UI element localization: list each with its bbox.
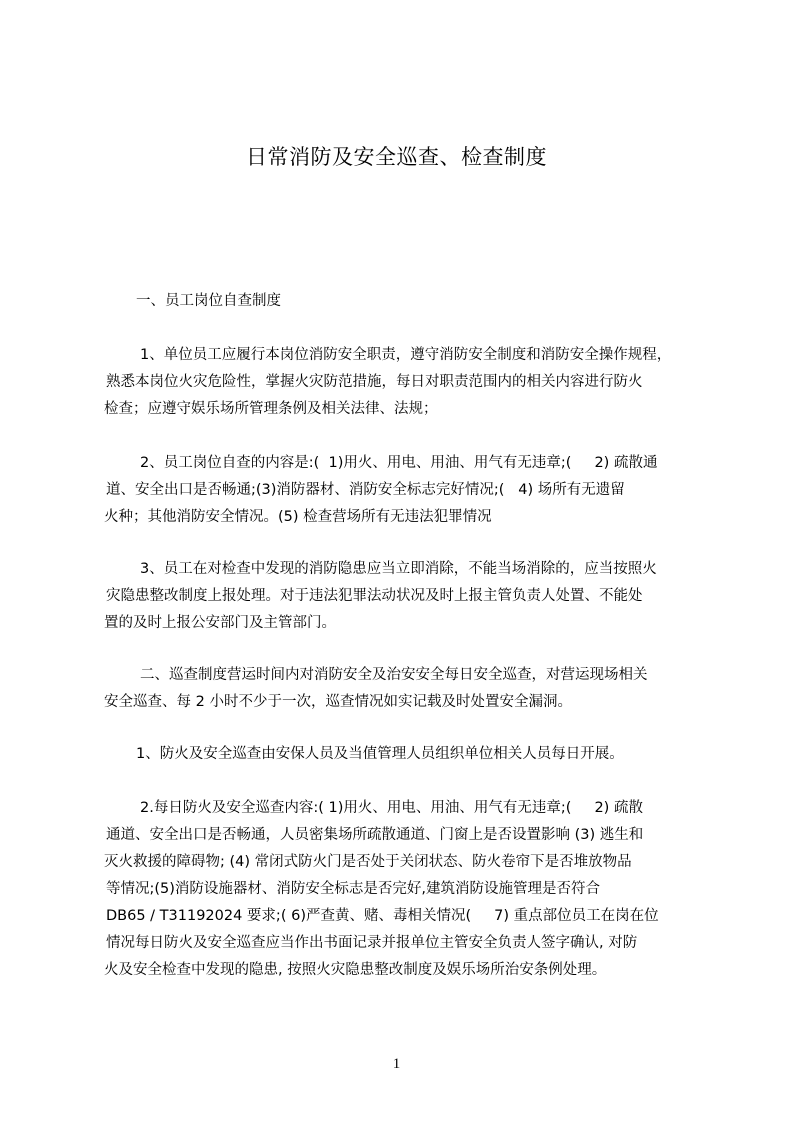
text-line: 二、巡查制度营运时间内对消防安全及治安安全每日安全巡查，对营运现场相关 <box>140 667 648 683</box>
text-line: 1、防火及安全巡查由安保人员及当值管理人员组织单位相关人员每日开展。 <box>136 746 624 762</box>
page-number: 1 <box>392 1056 401 1072</box>
text-line: 检查；应遵守娱乐场所管理条例及相关法律、法规； <box>104 401 438 417</box>
text-line: 情况每日防火及安全巡查应当作出书面记录并报单位主管安全负责人签字确认, 对防 <box>106 935 638 951</box>
text-line: 道、安全出口是否畅通;(3)消防器材、消防安全标志完好情况;( 4) 场所有无遗留 <box>106 482 625 498</box>
text-line: 2、员工岗位自查的内容是:( 1)用火、用电、用油、用气有无违章;( 2) 疏散通 <box>140 455 658 471</box>
section-1-heading: 一、员工岗位自查制度 <box>136 293 281 309</box>
text-line: 置的及时上报公安部门及主管部门。 <box>104 615 336 631</box>
text-line: 灭火救援的障碍物; (4) 常闭式防火门是否处于关闭状态、防火卷帘下是否堆放物品 <box>104 854 632 870</box>
text-line: 火及安全检查中发现的隐患, 按照火灾隐患整改制度及娱乐场所治安条例处理。 <box>104 962 607 978</box>
text-line: 1、单位员工应履行本岗位消防安全职责，遵守消防安全制度和消防安全操作规程， <box>140 347 672 363</box>
text-line: 火种；其他消防安全情况。(5) 检查营场所有无违法犯罪情况 <box>104 509 492 525</box>
text-line: 等情况;(5)消防设施器材、消防安全标志是否完好,建筑消防设施管理是否符合 <box>106 881 601 897</box>
text-line: 3、员工在对检查中发现的消防隐患应当立即消除，不能当场消除的，应当按照火 <box>140 561 657 577</box>
text-line: 安全巡查、每 2 小时不少于一次，巡查情况如实记载及时处置安全漏洞。 <box>104 694 572 710</box>
text-line: 通道、安全出口是否畅通，人员密集场所疏散通道、门窗上是否设置影响 (3) 逃生和 <box>106 827 644 843</box>
text-line: DB65 / T31192024 要求;( 6)严查黄、赌、毒相关情况( 7) 重点部位员工在岗在位 <box>106 908 659 924</box>
text-line: 2.每日防火及安全巡查内容:( 1)用火、用电、用油、用气有无违章;( 2) 疏散 <box>140 800 643 816</box>
text-line: 灾隐患整改制度上报处理。对于违法犯罪法动状况及时上报主管负责人处置、不能处 <box>106 588 643 604</box>
text-line: 熟悉本岗位火灾危险性，掌握火灾防范措施，每日对职责范围内的相关内容进行防火 <box>106 374 643 390</box>
page-title: 日常消防及安全巡查、检查制度 <box>246 145 547 169</box>
